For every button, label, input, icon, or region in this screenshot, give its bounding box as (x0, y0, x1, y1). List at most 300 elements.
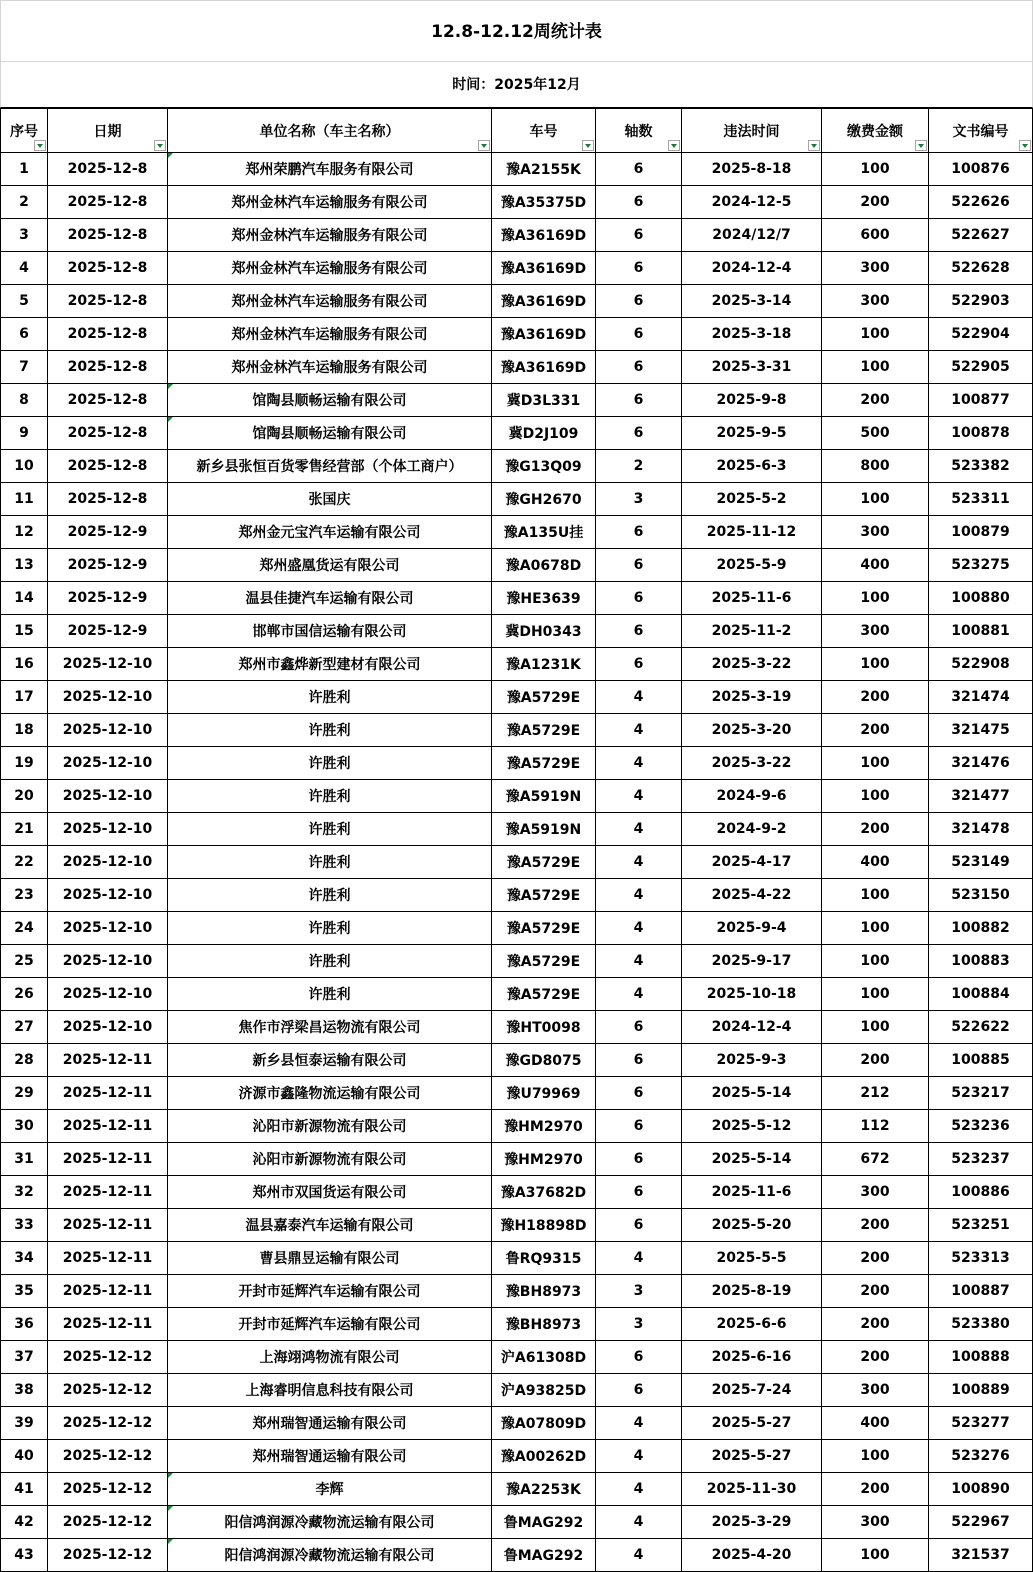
cell-amount[interactable]: 100 (822, 879, 929, 912)
cell-date[interactable]: 2025-12-8 (48, 153, 168, 186)
cell-violation-time[interactable]: 2025-3-18 (682, 318, 822, 351)
cell-company[interactable]: 许胜利 (168, 846, 492, 879)
cell-index[interactable]: 10 (1, 450, 48, 483)
cell-amount[interactable]: 300 (822, 1176, 929, 1209)
cell-plate[interactable]: 沪A61308D (492, 1341, 596, 1374)
cell-plate[interactable]: 豫GH2670 (492, 483, 596, 516)
cell-document-no[interactable]: 522967 (929, 1506, 1033, 1539)
cell-company[interactable]: 阳信鸿润源冷藏物流运输有限公司 (168, 1506, 492, 1539)
cell-index[interactable]: 5 (1, 285, 48, 318)
cell-document-no[interactable]: 100887 (929, 1275, 1033, 1308)
cell-plate[interactable]: 豫A0678D (492, 549, 596, 582)
cell-document-no[interactable]: 523313 (929, 1242, 1033, 1275)
cell-amount[interactable]: 400 (822, 846, 929, 879)
cell-document-no[interactable]: 523382 (929, 450, 1033, 483)
cell-axles[interactable]: 4 (596, 912, 682, 945)
cell-document-no[interactable]: 100883 (929, 945, 1033, 978)
cell-document-no[interactable]: 523236 (929, 1110, 1033, 1143)
cell-amount[interactable]: 200 (822, 1209, 929, 1242)
cell-violation-time[interactable]: 2024-12-5 (682, 186, 822, 219)
filter-dropdown-icon[interactable] (154, 140, 166, 151)
cell-axles[interactable]: 4 (596, 747, 682, 780)
cell-violation-time[interactable]: 2025-11-30 (682, 1473, 822, 1506)
cell-index[interactable]: 4 (1, 252, 48, 285)
cell-amount[interactable]: 100 (822, 747, 929, 780)
cell-company[interactable]: 阳信鸿润源冷藏物流运输有限公司 (168, 1539, 492, 1572)
cell-amount[interactable]: 200 (822, 1242, 929, 1275)
cell-amount[interactable]: 100 (822, 318, 929, 351)
cell-date[interactable]: 2025-12-11 (48, 1110, 168, 1143)
cell-axles[interactable]: 3 (596, 483, 682, 516)
column-header-index[interactable] (1, 109, 48, 153)
cell-index[interactable]: 13 (1, 549, 48, 582)
cell-index[interactable]: 15 (1, 615, 48, 648)
cell-plate[interactable]: 豫A07809D (492, 1407, 596, 1440)
cell-amount[interactable]: 100 (822, 1440, 929, 1473)
cell-date[interactable]: 2025-12-10 (48, 879, 168, 912)
cell-plate[interactable]: 鲁RQ9315 (492, 1242, 596, 1275)
cell-document-no[interactable]: 523275 (929, 549, 1033, 582)
cell-index[interactable]: 34 (1, 1242, 48, 1275)
cell-date[interactable]: 2025-12-12 (48, 1407, 168, 1440)
cell-plate[interactable]: 豫A5729E (492, 879, 596, 912)
cell-violation-time[interactable]: 2025-3-22 (682, 648, 822, 681)
cell-violation-time[interactable]: 2025-7-24 (682, 1374, 822, 1407)
cell-date[interactable]: 2025-12-8 (48, 186, 168, 219)
cell-axles[interactable]: 4 (596, 846, 682, 879)
cell-violation-time[interactable]: 2025-8-18 (682, 153, 822, 186)
cell-index[interactable]: 19 (1, 747, 48, 780)
cell-company[interactable]: 郑州金林汽车运输服务有限公司 (168, 219, 492, 252)
cell-document-no[interactable]: 523380 (929, 1308, 1033, 1341)
filter-dropdown-icon[interactable] (915, 140, 927, 151)
cell-company[interactable]: 郑州市鑫烨新型建材有限公司 (168, 648, 492, 681)
cell-violation-time[interactable]: 2025-9-4 (682, 912, 822, 945)
cell-axles[interactable]: 6 (596, 1044, 682, 1077)
cell-document-no[interactable]: 100890 (929, 1473, 1033, 1506)
cell-document-no[interactable]: 522908 (929, 648, 1033, 681)
cell-company[interactable]: 上海睿明信息科技有限公司 (168, 1374, 492, 1407)
column-header-date[interactable] (48, 109, 168, 153)
cell-amount[interactable]: 200 (822, 186, 929, 219)
cell-plate[interactable]: 豫A5729E (492, 714, 596, 747)
cell-axles[interactable]: 6 (596, 384, 682, 417)
cell-date[interactable]: 2025-12-8 (48, 384, 168, 417)
cell-date[interactable]: 2025-12-8 (48, 219, 168, 252)
cell-amount[interactable]: 300 (822, 285, 929, 318)
cell-document-no[interactable]: 522627 (929, 219, 1033, 252)
cell-axles[interactable]: 4 (596, 1539, 682, 1572)
cell-document-no[interactable]: 522905 (929, 351, 1033, 384)
cell-amount[interactable]: 100 (822, 648, 929, 681)
cell-axles[interactable]: 4 (596, 714, 682, 747)
cell-document-no[interactable]: 100876 (929, 153, 1033, 186)
filter-dropdown-icon[interactable] (1019, 140, 1031, 151)
cell-axles[interactable]: 4 (596, 1506, 682, 1539)
cell-violation-time[interactable]: 2025-4-17 (682, 846, 822, 879)
cell-date[interactable]: 2025-12-11 (48, 1176, 168, 1209)
cell-plate[interactable]: 鲁MAG292 (492, 1539, 596, 1572)
cell-date[interactable]: 2025-12-8 (48, 450, 168, 483)
cell-date[interactable]: 2025-12-8 (48, 285, 168, 318)
cell-index[interactable]: 6 (1, 318, 48, 351)
cell-date[interactable]: 2025-12-10 (48, 681, 168, 714)
cell-company[interactable]: 新乡县恒泰运输有限公司 (168, 1044, 492, 1077)
cell-amount[interactable]: 200 (822, 813, 929, 846)
cell-plate[interactable]: 豫HE3639 (492, 582, 596, 615)
cell-date[interactable]: 2025-12-10 (48, 846, 168, 879)
cell-plate[interactable]: 豫A35375D (492, 186, 596, 219)
cell-index[interactable]: 28 (1, 1044, 48, 1077)
cell-violation-time[interactable]: 2025-5-12 (682, 1110, 822, 1143)
cell-index[interactable]: 27 (1, 1011, 48, 1044)
cell-plate[interactable]: 豫A5729E (492, 846, 596, 879)
cell-plate[interactable]: 豫A5919N (492, 780, 596, 813)
cell-company[interactable]: 沁阳市新源物流有限公司 (168, 1143, 492, 1176)
cell-company[interactable]: 邯郸市国信运输有限公司 (168, 615, 492, 648)
cell-plate[interactable]: 豫A36169D (492, 285, 596, 318)
sheet-title[interactable]: 12.8-12.12周统计表 (0, 0, 1033, 62)
cell-company[interactable]: 开封市延辉汽车运输有限公司 (168, 1308, 492, 1341)
cell-amount[interactable]: 600 (822, 219, 929, 252)
cell-date[interactable]: 2025-12-11 (48, 1242, 168, 1275)
cell-date[interactable]: 2025-12-11 (48, 1143, 168, 1176)
cell-document-no[interactable]: 100882 (929, 912, 1033, 945)
cell-violation-time[interactable]: 2025-5-5 (682, 1242, 822, 1275)
cell-plate[interactable]: 豫A5729E (492, 747, 596, 780)
cell-date[interactable]: 2025-12-10 (48, 978, 168, 1011)
cell-company[interactable]: 郑州瑞智通运输有限公司 (168, 1440, 492, 1473)
cell-company[interactable]: 郑州金林汽车运输服务有限公司 (168, 351, 492, 384)
cell-company[interactable]: 馆陶县顺畅运输有限公司 (168, 417, 492, 450)
cell-axles[interactable]: 6 (596, 1374, 682, 1407)
cell-date[interactable]: 2025-12-10 (48, 1011, 168, 1044)
cell-axles[interactable]: 6 (596, 252, 682, 285)
cell-company[interactable]: 馆陶县顺畅运输有限公司 (168, 384, 492, 417)
cell-company[interactable]: 许胜利 (168, 945, 492, 978)
cell-plate[interactable]: 豫A37682D (492, 1176, 596, 1209)
cell-date[interactable]: 2025-12-10 (48, 714, 168, 747)
cell-plate[interactable]: 豫H18898D (492, 1209, 596, 1242)
cell-date[interactable]: 2025-12-8 (48, 252, 168, 285)
cell-index[interactable]: 26 (1, 978, 48, 1011)
cell-axles[interactable]: 6 (596, 1011, 682, 1044)
cell-index[interactable]: 18 (1, 714, 48, 747)
cell-date[interactable]: 2025-12-11 (48, 1275, 168, 1308)
cell-document-no[interactable]: 523149 (929, 846, 1033, 879)
filter-dropdown-icon[interactable] (808, 140, 820, 151)
cell-plate[interactable]: 豫BH8973 (492, 1275, 596, 1308)
cell-plate[interactable]: 豫HM2970 (492, 1143, 596, 1176)
cell-document-no[interactable]: 100884 (929, 978, 1033, 1011)
cell-date[interactable]: 2025-12-12 (48, 1374, 168, 1407)
cell-index[interactable]: 33 (1, 1209, 48, 1242)
cell-index[interactable]: 11 (1, 483, 48, 516)
cell-amount[interactable]: 112 (822, 1110, 929, 1143)
cell-document-no[interactable]: 100879 (929, 516, 1033, 549)
cell-axles[interactable]: 4 (596, 945, 682, 978)
cell-document-no[interactable]: 321474 (929, 681, 1033, 714)
cell-document-no[interactable]: 523237 (929, 1143, 1033, 1176)
cell-date[interactable]: 2025-12-8 (48, 417, 168, 450)
cell-index[interactable]: 42 (1, 1506, 48, 1539)
cell-axles[interactable]: 6 (596, 1176, 682, 1209)
cell-index[interactable]: 40 (1, 1440, 48, 1473)
cell-axles[interactable]: 6 (596, 1110, 682, 1143)
cell-document-no[interactable]: 523276 (929, 1440, 1033, 1473)
cell-document-no[interactable]: 523251 (929, 1209, 1033, 1242)
cell-company[interactable]: 郑州金林汽车运输服务有限公司 (168, 285, 492, 318)
cell-violation-time[interactable]: 2024-12-4 (682, 252, 822, 285)
cell-amount[interactable]: 200 (822, 384, 929, 417)
cell-company[interactable]: 沁阳市新源物流有限公司 (168, 1110, 492, 1143)
cell-document-no[interactable]: 523150 (929, 879, 1033, 912)
cell-date[interactable]: 2025-12-9 (48, 582, 168, 615)
cell-company[interactable]: 许胜利 (168, 813, 492, 846)
cell-axles[interactable]: 6 (596, 351, 682, 384)
cell-company[interactable]: 郑州瑞智通运输有限公司 (168, 1407, 492, 1440)
cell-document-no[interactable]: 321477 (929, 780, 1033, 813)
cell-date[interactable]: 2025-12-11 (48, 1077, 168, 1110)
cell-index[interactable]: 8 (1, 384, 48, 417)
cell-violation-time[interactable]: 2025-9-5 (682, 417, 822, 450)
cell-axles[interactable]: 6 (596, 318, 682, 351)
cell-index[interactable]: 7 (1, 351, 48, 384)
cell-amount[interactable]: 300 (822, 516, 929, 549)
cell-index[interactable]: 17 (1, 681, 48, 714)
column-header-company[interactable] (168, 109, 492, 153)
sheet-subtitle[interactable]: 时间：2025年12月 (0, 62, 1033, 108)
cell-axles[interactable]: 6 (596, 648, 682, 681)
cell-violation-time[interactable]: 2025-3-19 (682, 681, 822, 714)
cell-amount[interactable]: 100 (822, 780, 929, 813)
cell-amount[interactable]: 212 (822, 1077, 929, 1110)
cell-plate[interactable]: 豫A36169D (492, 351, 596, 384)
cell-date[interactable]: 2025-12-12 (48, 1341, 168, 1374)
cell-document-no[interactable]: 523217 (929, 1077, 1033, 1110)
cell-axles[interactable]: 3 (596, 1308, 682, 1341)
cell-violation-time[interactable]: 2025-9-17 (682, 945, 822, 978)
cell-plate[interactable]: 豫U79969 (492, 1077, 596, 1110)
cell-violation-time[interactable]: 2025-11-12 (682, 516, 822, 549)
cell-date[interactable]: 2025-12-10 (48, 813, 168, 846)
cell-company[interactable]: 许胜利 (168, 747, 492, 780)
cell-axles[interactable]: 6 (596, 1209, 682, 1242)
cell-amount[interactable]: 300 (822, 1374, 929, 1407)
cell-date[interactable]: 2025-12-8 (48, 318, 168, 351)
column-header-axles[interactable] (596, 109, 682, 153)
cell-violation-time[interactable]: 2025-3-20 (682, 714, 822, 747)
cell-company[interactable]: 郑州金林汽车运输服务有限公司 (168, 318, 492, 351)
filter-dropdown-icon[interactable] (34, 140, 46, 151)
filter-dropdown-icon[interactable] (478, 140, 490, 151)
cell-violation-time[interactable]: 2025-4-20 (682, 1539, 822, 1572)
cell-company[interactable]: 上海翊鸿物流有限公司 (168, 1341, 492, 1374)
cell-axles[interactable]: 6 (596, 153, 682, 186)
cell-document-no[interactable]: 100881 (929, 615, 1033, 648)
cell-plate[interactable]: 豫A36169D (492, 219, 596, 252)
cell-company[interactable]: 曹县鼎昱运输有限公司 (168, 1242, 492, 1275)
cell-index[interactable]: 31 (1, 1143, 48, 1176)
cell-violation-time[interactable]: 2025-3-29 (682, 1506, 822, 1539)
cell-date[interactable]: 2025-12-12 (48, 1506, 168, 1539)
cell-axles[interactable]: 4 (596, 780, 682, 813)
cell-axles[interactable]: 4 (596, 1473, 682, 1506)
cell-plate[interactable]: 豫A5729E (492, 978, 596, 1011)
cell-axles[interactable]: 6 (596, 1143, 682, 1176)
cell-document-no[interactable]: 100886 (929, 1176, 1033, 1209)
cell-axles[interactable]: 6 (596, 285, 682, 318)
cell-axles[interactable]: 6 (596, 582, 682, 615)
cell-document-no[interactable]: 100880 (929, 582, 1033, 615)
cell-violation-time[interactable]: 2025-11-2 (682, 615, 822, 648)
cell-violation-time[interactable]: 2025-5-14 (682, 1143, 822, 1176)
cell-plate[interactable]: 豫A36169D (492, 318, 596, 351)
cell-index[interactable]: 29 (1, 1077, 48, 1110)
cell-index[interactable]: 36 (1, 1308, 48, 1341)
cell-document-no[interactable]: 522622 (929, 1011, 1033, 1044)
cell-plate[interactable]: 冀D3L331 (492, 384, 596, 417)
cell-company[interactable]: 郑州金元宝汽车运输有限公司 (168, 516, 492, 549)
cell-index[interactable]: 16 (1, 648, 48, 681)
cell-violation-time[interactable]: 2025-5-27 (682, 1407, 822, 1440)
cell-amount[interactable]: 800 (822, 450, 929, 483)
cell-violation-time[interactable]: 2025-3-22 (682, 747, 822, 780)
cell-axles[interactable]: 6 (596, 1341, 682, 1374)
cell-plate[interactable]: 豫A2253K (492, 1473, 596, 1506)
cell-date[interactable]: 2025-12-12 (48, 1473, 168, 1506)
cell-violation-time[interactable]: 2025-11-6 (682, 1176, 822, 1209)
cell-index[interactable]: 22 (1, 846, 48, 879)
cell-index[interactable]: 39 (1, 1407, 48, 1440)
cell-amount[interactable]: 100 (822, 1011, 929, 1044)
cell-company[interactable]: 温县佳捷汽车运输有限公司 (168, 582, 492, 615)
cell-violation-time[interactable]: 2025-10-18 (682, 978, 822, 1011)
cell-plate[interactable]: 豫A5729E (492, 681, 596, 714)
cell-index[interactable]: 21 (1, 813, 48, 846)
cell-company[interactable]: 许胜利 (168, 780, 492, 813)
cell-amount[interactable]: 100 (822, 1539, 929, 1572)
cell-axles[interactable]: 6 (596, 1077, 682, 1110)
cell-document-no[interactable]: 321475 (929, 714, 1033, 747)
cell-amount[interactable]: 400 (822, 549, 929, 582)
cell-company[interactable]: 许胜利 (168, 879, 492, 912)
cell-index[interactable]: 38 (1, 1374, 48, 1407)
cell-company[interactable]: 新乡县张恒百货零售经营部（个体工商户） (168, 450, 492, 483)
cell-index[interactable]: 9 (1, 417, 48, 450)
cell-violation-time[interactable]: 2024-9-2 (682, 813, 822, 846)
cell-amount[interactable]: 100 (822, 912, 929, 945)
cell-amount[interactable]: 100 (822, 153, 929, 186)
cell-axles[interactable]: 6 (596, 219, 682, 252)
cell-amount[interactable]: 200 (822, 714, 929, 747)
cell-index[interactable]: 14 (1, 582, 48, 615)
cell-index[interactable]: 25 (1, 945, 48, 978)
cell-axles[interactable]: 2 (596, 450, 682, 483)
cell-violation-time[interactable]: 2025-3-14 (682, 285, 822, 318)
cell-plate[interactable]: 豫A5729E (492, 945, 596, 978)
cell-date[interactable]: 2025-12-9 (48, 615, 168, 648)
cell-violation-time[interactable]: 2025-6-16 (682, 1341, 822, 1374)
cell-document-no[interactable]: 100878 (929, 417, 1033, 450)
cell-document-no[interactable]: 522626 (929, 186, 1033, 219)
cell-index[interactable]: 20 (1, 780, 48, 813)
cell-plate[interactable]: 豫HT0098 (492, 1011, 596, 1044)
cell-index[interactable]: 2 (1, 186, 48, 219)
cell-violation-time[interactable]: 2025-9-3 (682, 1044, 822, 1077)
cell-amount[interactable]: 300 (822, 615, 929, 648)
cell-company[interactable]: 许胜利 (168, 681, 492, 714)
cell-plate[interactable]: 豫A1231K (492, 648, 596, 681)
cell-axles[interactable]: 6 (596, 615, 682, 648)
cell-amount[interactable]: 100 (822, 351, 929, 384)
cell-axles[interactable]: 4 (596, 978, 682, 1011)
cell-plate[interactable]: 鲁MAG292 (492, 1506, 596, 1539)
cell-index[interactable]: 43 (1, 1539, 48, 1572)
cell-axles[interactable]: 6 (596, 549, 682, 582)
cell-plate[interactable]: 豫A36169D (492, 252, 596, 285)
cell-amount[interactable]: 200 (822, 1044, 929, 1077)
cell-date[interactable]: 2025-12-10 (48, 648, 168, 681)
cell-date[interactable]: 2025-12-9 (48, 549, 168, 582)
cell-axles[interactable]: 4 (596, 813, 682, 846)
cell-amount[interactable]: 200 (822, 1473, 929, 1506)
filter-dropdown-icon[interactable] (582, 140, 594, 151)
cell-violation-time[interactable]: 2025-5-9 (682, 549, 822, 582)
cell-violation-time[interactable]: 2025-11-6 (682, 582, 822, 615)
cell-plate[interactable]: 豫HM2970 (492, 1110, 596, 1143)
cell-plate[interactable]: 冀DH0343 (492, 615, 596, 648)
cell-document-no[interactable]: 522903 (929, 285, 1033, 318)
cell-amount[interactable]: 200 (822, 1308, 929, 1341)
cell-company[interactable]: 许胜利 (168, 912, 492, 945)
cell-date[interactable]: 2025-12-12 (48, 1440, 168, 1473)
cell-company[interactable]: 李辉 (168, 1473, 492, 1506)
cell-index[interactable]: 1 (1, 153, 48, 186)
cell-index[interactable]: 12 (1, 516, 48, 549)
cell-plate[interactable]: 豫A5919N (492, 813, 596, 846)
cell-plate[interactable]: 沪A93825D (492, 1374, 596, 1407)
cell-violation-time[interactable]: 2024-12-4 (682, 1011, 822, 1044)
cell-index[interactable]: 23 (1, 879, 48, 912)
cell-document-no[interactable]: 100889 (929, 1374, 1033, 1407)
cell-violation-time[interactable]: 2025-8-19 (682, 1275, 822, 1308)
cell-index[interactable]: 37 (1, 1341, 48, 1374)
cell-amount[interactable]: 400 (822, 1407, 929, 1440)
cell-date[interactable]: 2025-12-10 (48, 780, 168, 813)
cell-plate[interactable]: 豫BH8973 (492, 1308, 596, 1341)
cell-axles[interactable]: 4 (596, 1242, 682, 1275)
column-header-document-no[interactable] (929, 109, 1033, 153)
cell-document-no[interactable]: 522628 (929, 252, 1033, 285)
cell-company[interactable]: 济源市鑫隆物流运输有限公司 (168, 1077, 492, 1110)
cell-document-no[interactable]: 321478 (929, 813, 1033, 846)
cell-axles[interactable]: 6 (596, 417, 682, 450)
cell-date[interactable]: 2025-12-11 (48, 1044, 168, 1077)
cell-violation-time[interactable]: 2025-5-14 (682, 1077, 822, 1110)
cell-document-no[interactable]: 100888 (929, 1341, 1033, 1374)
cell-amount[interactable]: 100 (822, 483, 929, 516)
cell-date[interactable]: 2025-12-9 (48, 516, 168, 549)
cell-document-no[interactable]: 321476 (929, 747, 1033, 780)
cell-amount[interactable]: 300 (822, 252, 929, 285)
cell-company[interactable]: 温县嘉泰汽车运输有限公司 (168, 1209, 492, 1242)
cell-date[interactable]: 2025-12-8 (48, 483, 168, 516)
cell-document-no[interactable]: 321537 (929, 1539, 1033, 1572)
cell-amount[interactable]: 200 (822, 1275, 929, 1308)
cell-amount[interactable]: 100 (822, 945, 929, 978)
cell-amount[interactable]: 300 (822, 1506, 929, 1539)
